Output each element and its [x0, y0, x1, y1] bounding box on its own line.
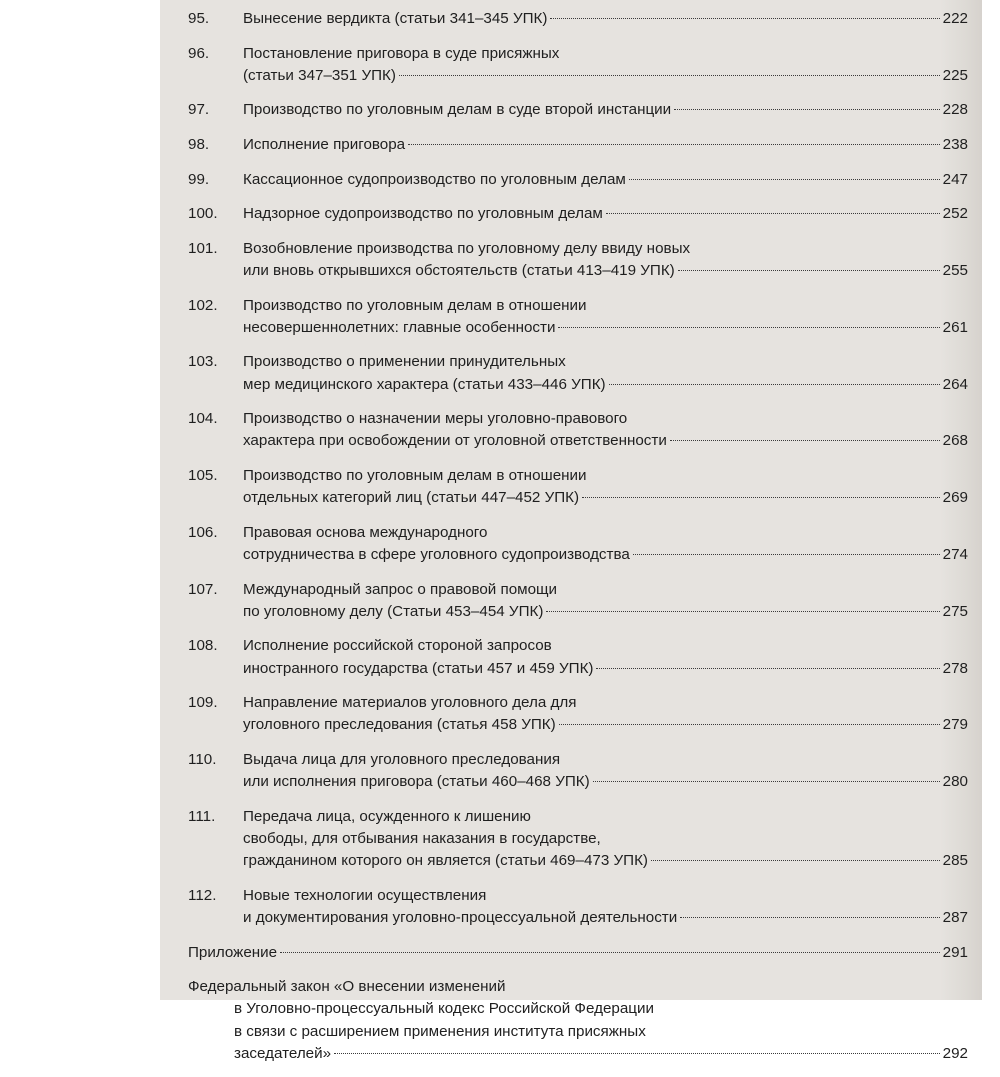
toc-entry-number: 96.	[188, 44, 210, 62]
toc-entry-title-line: в Уголовно-процессуальный кодекс Российской Федерации	[234, 1000, 654, 1018]
toc-entry-page-number: 269	[942, 489, 968, 507]
dot-leader	[280, 951, 940, 953]
toc-entry-page-number: 268	[942, 432, 968, 450]
dot-leader	[546, 610, 939, 612]
dot-leader	[678, 269, 940, 271]
toc-entry-title-line: мер медицинского характера (статьи 433–446 УПК)	[243, 375, 606, 393]
toc-entry	[188, 169, 968, 191]
toc-entry	[188, 351, 968, 395]
dot-leader	[606, 212, 940, 214]
dot-leader	[633, 553, 940, 555]
toc-entry-number: 101.	[188, 239, 218, 257]
toc-entry-number: 95.	[188, 10, 210, 27]
toc-entry-title-line: (статьи 347–351 УПК)	[243, 66, 396, 84]
dot-leader	[674, 108, 940, 110]
toc-entry-page-number: 275	[942, 602, 968, 620]
toc-entry-title-line: Вынесение вердикта (статьи 341–345 УПК)	[243, 10, 548, 27]
toc-entry-page-number: 255	[942, 261, 968, 279]
toc-entry-number: 99.	[188, 170, 210, 188]
toc-entry-title-line: Правовая основа международного	[243, 523, 488, 541]
toc-entry-page-number: 222	[942, 10, 968, 27]
toc-entry-number: 112.	[188, 886, 217, 904]
dot-leader	[408, 143, 940, 145]
toc-entry-number: 105.	[188, 466, 218, 484]
toc-entry-page-number: 252	[942, 205, 968, 223]
toc-entry-number: 103.	[188, 353, 218, 371]
toc-entry-number: 97.	[188, 101, 210, 119]
toc-entry-page-number: 291	[942, 943, 968, 961]
toc-entry-page-number: 285	[942, 852, 968, 870]
dot-leader	[558, 326, 939, 328]
toc-entry-number: 98.	[188, 135, 210, 153]
toc-entry-page-number: 238	[942, 135, 968, 153]
book-page	[160, 0, 982, 1062]
dot-leader	[651, 859, 940, 861]
toc-entry-title-line: Производство о назначении меры уголовно-правового	[243, 410, 628, 428]
toc-entry-number: 111.	[188, 807, 216, 825]
toc-entry-title-line: уголовного преследования (статья 458 УПК)	[243, 716, 556, 734]
toc-entry-title-line: иностранного государства (статьи 457 и 459 УПК)	[243, 659, 594, 677]
toc-entry-page-number: 274	[942, 545, 968, 563]
toc-entry	[188, 134, 968, 156]
toc-entry-title-line: гражданином которого он является (статьи 469–473 УПК)	[243, 852, 648, 870]
toc-entry-page-number: 228	[942, 101, 968, 119]
toc-entry-number: 110.	[188, 750, 217, 768]
toc-entry-page-number: 279	[942, 716, 968, 734]
dot-leader	[596, 667, 939, 669]
toc-entry-number: 107.	[188, 580, 218, 598]
toc-entry-title-line: Направление материалов уголовного дела для	[243, 694, 577, 712]
toc-entry-title-line: Федеральный закон «О внесении изменений	[188, 978, 506, 996]
toc-entry-title-line: Международный запрос о правовой помощи	[243, 580, 558, 598]
dot-leader	[670, 439, 940, 441]
toc-entry-title-line: или исполнения приговора (статьи 460–468 УПК)	[243, 773, 590, 791]
toc-entry	[188, 635, 968, 679]
dot-leader	[399, 74, 940, 76]
toc-entry-title-line: по уголовному делу (Статьи 453–454 УПК)	[243, 602, 544, 620]
toc-entry-title-line: характера при освобождении от уголовной ответственности	[243, 432, 667, 450]
toc-entry	[188, 203, 968, 225]
toc-entry-title-line: Надзорное судопроизводство по уголовным делам	[243, 205, 603, 223]
toc-entry-number: 106.	[188, 523, 218, 541]
toc-entry-title-line: или вновь открывшихся обстоятельств (статьи 413–419 УПК)	[243, 261, 675, 279]
toc-entry-number: 109.	[188, 694, 218, 712]
toc-entry-title-line: Передача лица, осужденного к лишению	[243, 807, 531, 825]
toc-entry-title-line: отдельных категорий лиц (статьи 447–452 УПК)	[243, 489, 580, 507]
toc-entry-title-line: Производство по уголовным делам в отношении	[243, 466, 587, 484]
toc-entry-page-number: 247	[942, 170, 968, 188]
toc-entry	[188, 692, 968, 736]
toc-entry	[188, 579, 968, 623]
dot-leader	[629, 178, 940, 180]
toc-entry-title-line: Новые технологии осуществления	[243, 886, 487, 904]
toc-entry-title-line: Производство о применении принудительных	[243, 353, 566, 371]
toc-entry	[188, 238, 968, 282]
dot-leader	[550, 17, 939, 19]
toc-entry-title-line: Исполнение приговора	[243, 135, 406, 153]
toc-entry	[188, 295, 968, 339]
toc-entry-page-number: 264	[942, 375, 968, 393]
toc-entry-page-number: 292	[942, 1044, 968, 1062]
dot-leader	[609, 383, 940, 385]
toc-entry-title-line: Производство по уголовным делам в суде второй инстанции	[243, 101, 672, 119]
toc-entry-title-line: Выдача лица для уголовного преследования	[243, 750, 561, 768]
dot-leader	[593, 780, 940, 782]
toc-entry-page-number: 261	[942, 318, 968, 336]
toc-entry-title-line: несовершеннолетних: главные особенности	[243, 318, 556, 336]
toc-entry	[188, 885, 968, 929]
dot-leader	[334, 1052, 940, 1054]
dot-leader	[559, 723, 940, 725]
table-of-contents	[188, 8, 968, 1077]
toc-entry-title-line: заседателей»	[234, 1044, 332, 1062]
toc-entry	[188, 942, 968, 964]
toc-entry-page-number: 280	[942, 773, 968, 791]
toc-entry	[188, 465, 968, 509]
toc-entry	[188, 408, 968, 452]
toc-entry-title-line: в связи с расширением применения института присяжных	[234, 1022, 646, 1040]
toc-entry	[188, 522, 968, 566]
toc-entry	[188, 806, 968, 873]
toc-entry-title-line: Исполнение российской стороной запросов	[243, 637, 552, 655]
toc-entry-number: 100.	[188, 205, 218, 223]
dot-leader	[582, 496, 940, 498]
toc-entry	[188, 43, 968, 87]
toc-entry-page-number: 225	[942, 66, 968, 84]
toc-entry	[188, 8, 968, 30]
toc-entry-number: 108.	[188, 637, 218, 655]
toc-entry-title-line: сотрудничества в сфере уголовного судопроизводства	[243, 545, 630, 563]
toc-entry	[188, 99, 968, 121]
dot-leader	[680, 916, 939, 918]
toc-entry-title-line: Возобновление производства по уголовному делу ввиду новых	[243, 239, 691, 257]
toc-entry-number: 104.	[188, 410, 218, 428]
toc-entry-page-number: 278	[942, 659, 968, 677]
toc-entry-title-line: Кассационное судопроизводство по уголовным делам	[243, 170, 626, 188]
toc-entry-title-line: Постановление приговора в суде присяжных	[243, 44, 560, 62]
toc-entry-title-line: свободы, для отбывания наказания в государстве,	[243, 829, 601, 847]
toc-entry-page-number: 287	[942, 908, 968, 926]
toc-entry-number: 102.	[188, 296, 218, 314]
toc-entry	[188, 749, 968, 793]
toc-entry	[188, 976, 968, 1065]
toc-entry-title-line: Производство по уголовным делам в отношении	[243, 296, 587, 314]
toc-entry-title-line: Приложение	[188, 943, 278, 961]
toc-entry-title-line: и документирования уголовно-процессуальной деятельности	[243, 908, 678, 926]
